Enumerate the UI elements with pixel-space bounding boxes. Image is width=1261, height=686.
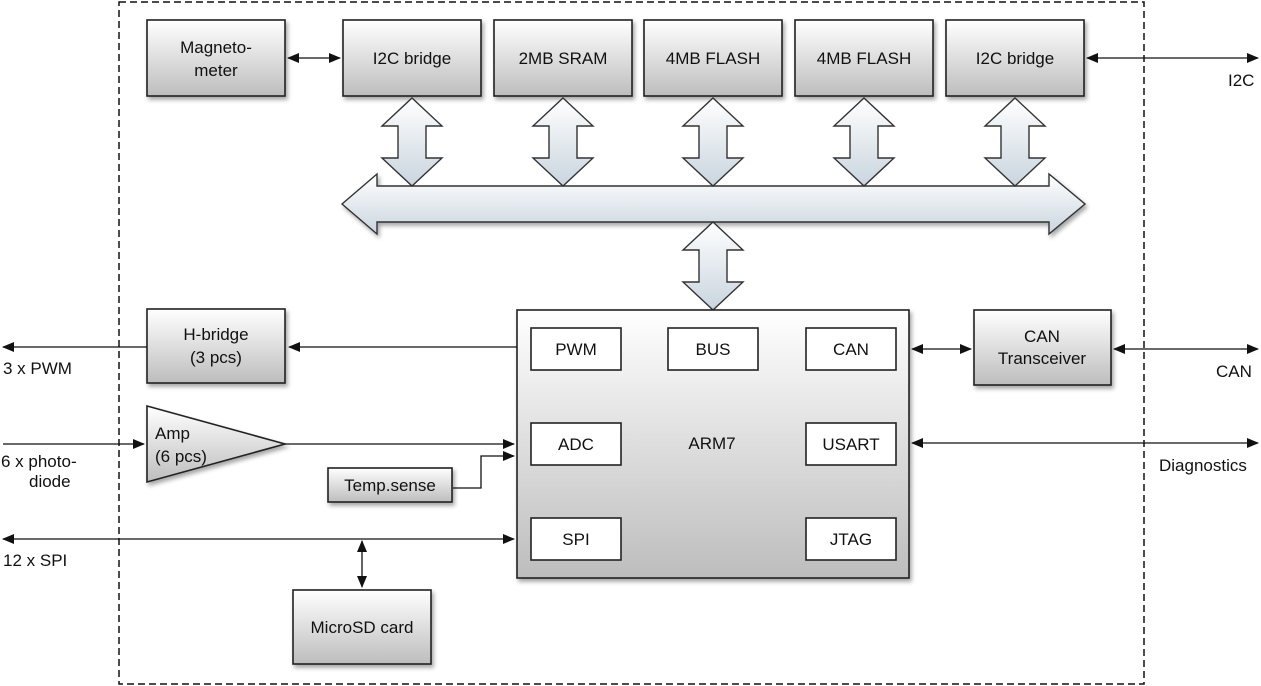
diagnostics-label: Diagnostics [1159,456,1247,475]
flash-1-block [644,20,782,96]
bus-connector-sram [533,98,593,186]
microsd-label: MicroSD card [310,618,414,637]
h-bridge-block [147,309,285,383]
can-transceiver-label-2: Transceiver [997,349,1087,368]
bus-connector-i2c-right [985,98,1045,186]
h-bridge-label-2: (3 pcs) [190,348,242,367]
sram-label: 2MB SRAM [518,49,608,68]
mcu-spi-label: SPI [562,530,590,549]
i2c-bridge-right-label: I2C bridge [975,49,1055,68]
mcu-jtag-label: JTAG [829,530,873,549]
flash-1-label: 4MB FLASH [665,49,761,68]
magnetometer-label-2: meter [194,61,238,80]
bus-connector-flash-1 [683,98,743,186]
temp-sense-label: Temp.sense [344,476,436,495]
bus-connector-i2c-left [382,98,442,186]
mcu-can-label: CAN [833,340,869,359]
amp-label-2: (6 pcs) [155,447,207,466]
amplifier-block [147,406,285,482]
bus-connector-flash-2 [834,98,894,186]
photodiode-label-1: 6 x photo- [1,452,77,471]
flash-2-block [795,20,933,96]
spi-external-label: 12 x SPI [3,551,68,570]
can-transceiver-label-1: CAN [1024,327,1060,346]
temp-sense-block [328,468,452,502]
mcu-adc-label: ADC [558,435,594,454]
i2c-bridge-right-block [946,20,1084,96]
magnetometer-block [147,20,285,96]
photodiode-label-2: diode [29,472,71,491]
h-bridge-label-1: H-bridge [183,325,249,344]
i2c-external-label: I2C [1228,71,1255,90]
mcu-usart-label: USART [822,435,880,454]
arm7-label: ARM7 [688,434,736,453]
flash-2-label: 4MB FLASH [816,49,912,68]
amp-label-1: Amp [155,424,190,443]
magnetometer-label-1: Magneto- [180,38,252,57]
i2c-bridge-left-block [343,20,481,96]
temp-sense-to-adc-link [453,456,514,488]
i2c-bridge-left-label: I2C bridge [372,49,452,68]
arm7-mcu-block [517,310,909,578]
can-transceiver-block [974,310,1111,385]
can-external-label: CAN [1216,362,1252,381]
sram-block [494,20,632,96]
mcu-bus-label: BUS [695,340,731,359]
mcu-pwm-label: PWM [555,340,597,359]
pwm-external-label: 3 x PWM [3,359,72,378]
bus-connector-mcu [683,222,743,310]
microsd-block [293,590,431,664]
